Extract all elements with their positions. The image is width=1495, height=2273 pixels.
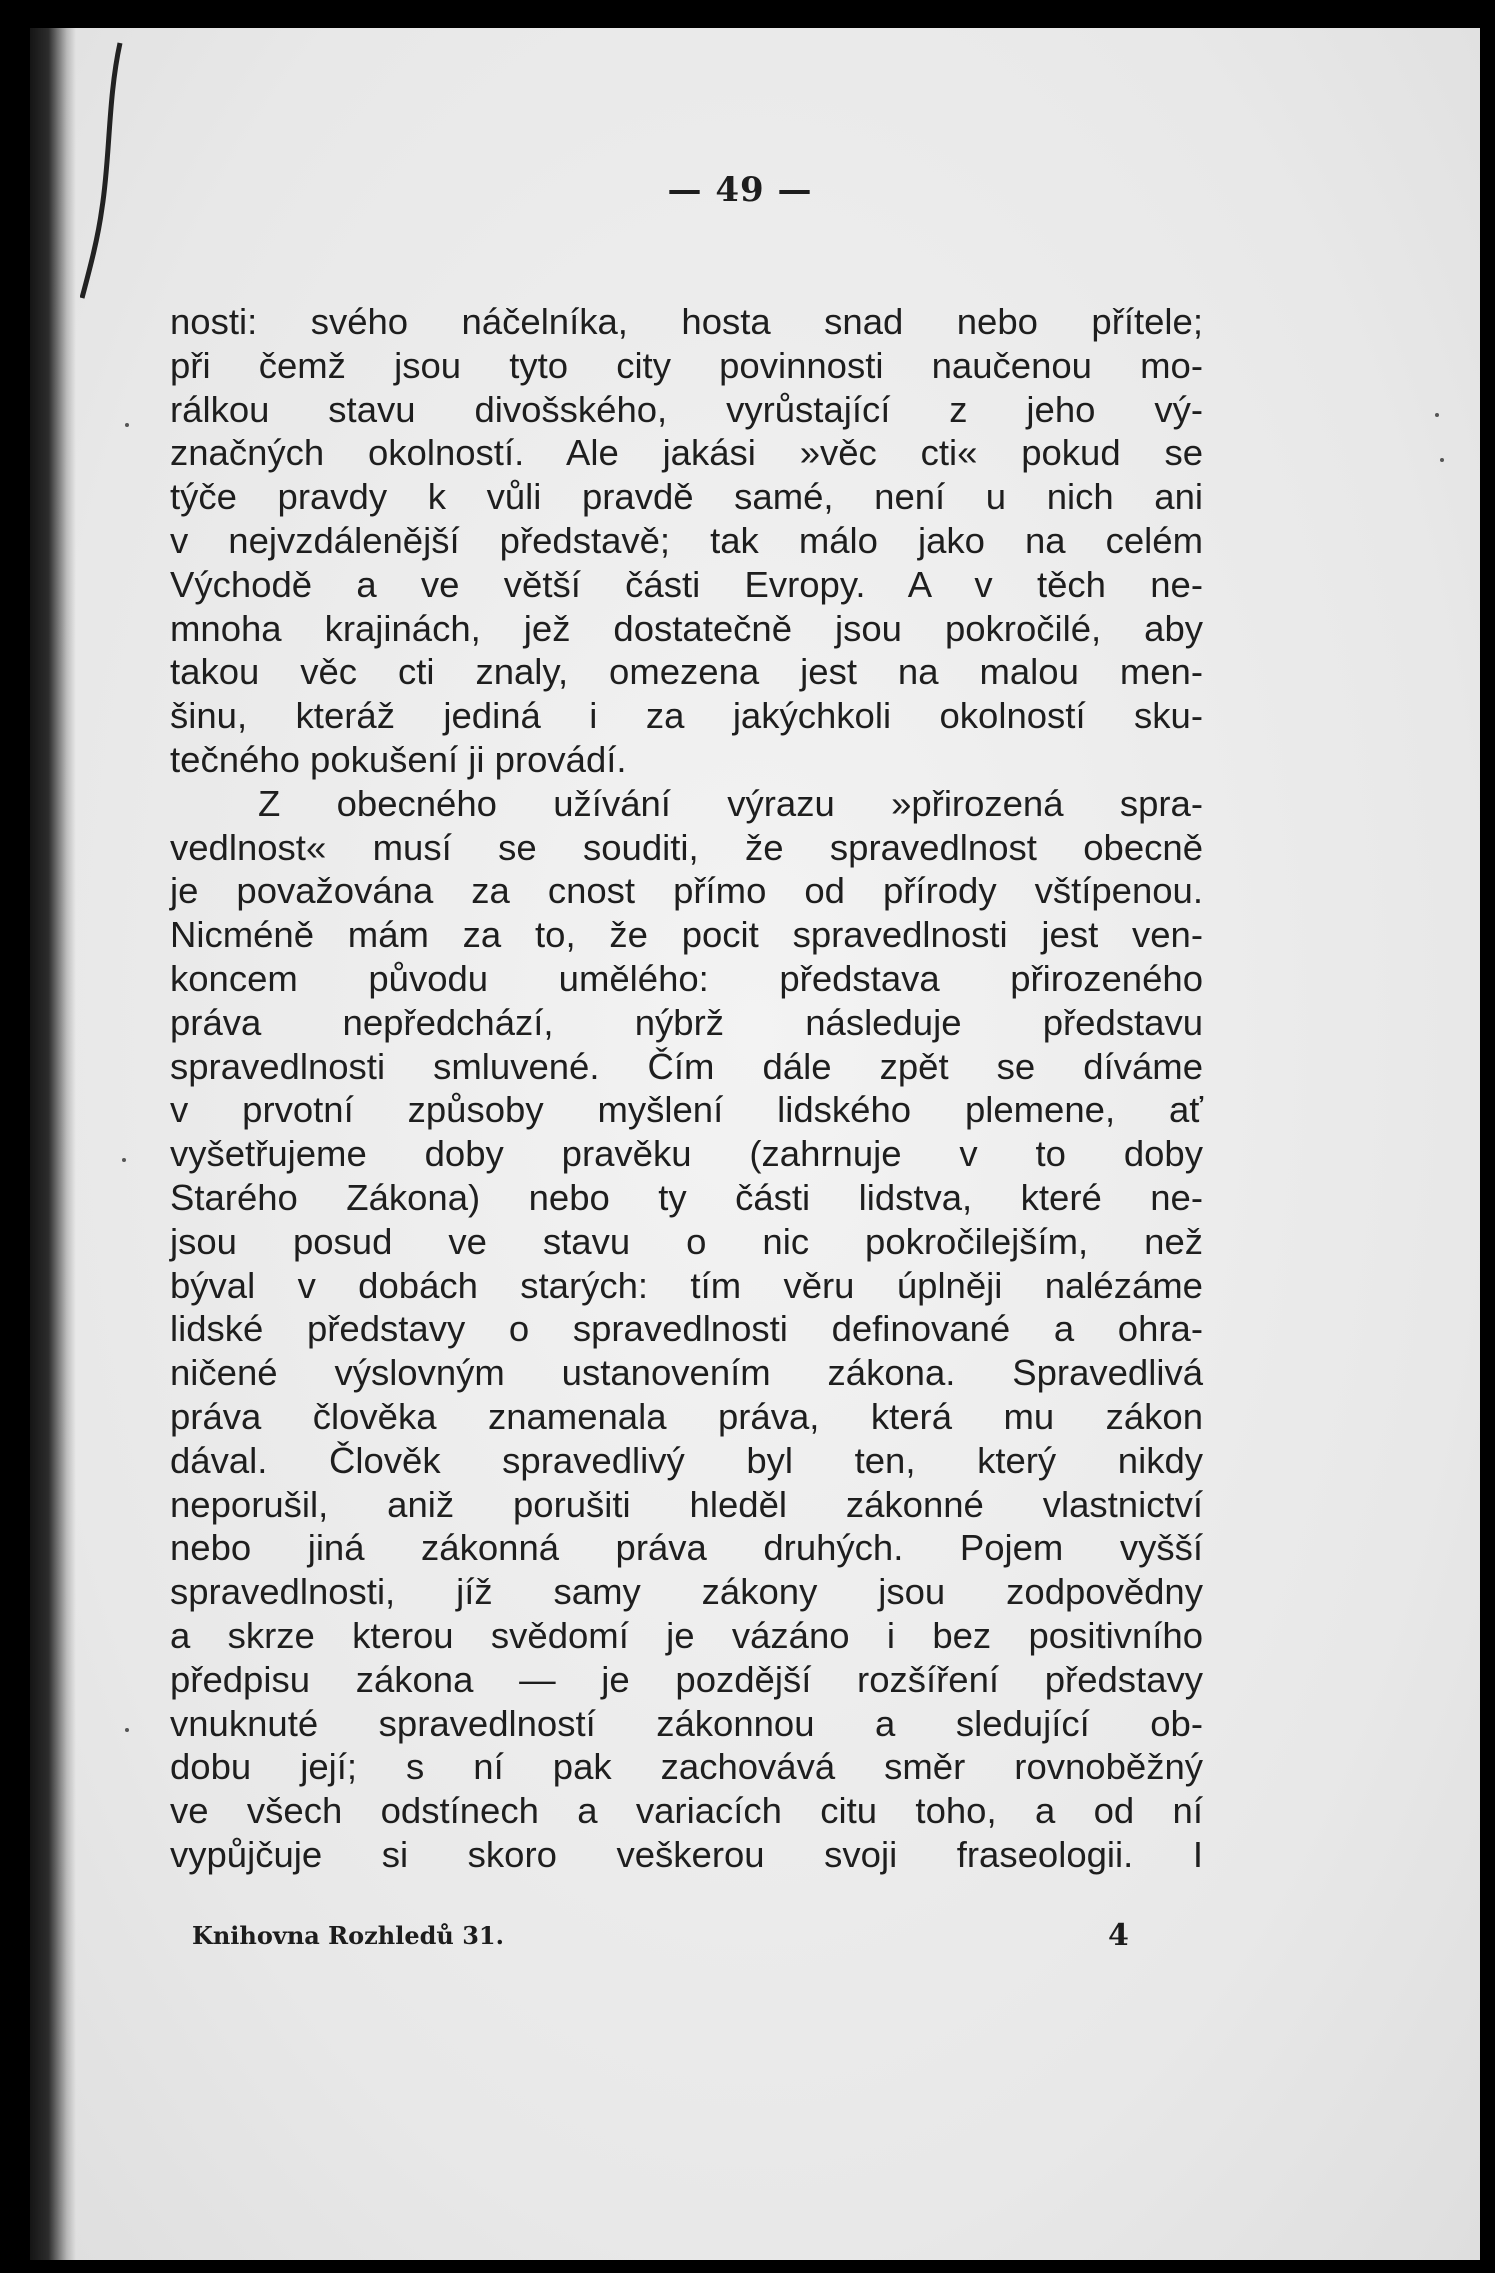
paper-speck (122, 1158, 126, 1162)
paragraph-2 (170, 782, 1203, 1877)
text-line: jsou posud ve stavu o nic pokročilejším, než (170, 1220, 1203, 1262)
text-line: ve všech odstínech a variacích citu toho, a od ní (170, 1790, 1203, 1832)
page-number: — 49 — (667, 170, 813, 210)
paper-speck (125, 423, 129, 427)
text-line: nebo jiná zákonná práva druhých. Pojem vyšší (170, 1527, 1203, 1569)
binding-mark (80, 38, 140, 318)
footer-sheet-number: 4 (1108, 1918, 1129, 1953)
text-line: vnuknuté spravedlností zákonnou a sledující ob- (170, 1702, 1203, 1744)
paper-speck (125, 1728, 129, 1732)
book-page (30, 28, 1480, 2260)
text-line: spravedlnosti smluvené. Čím dále zpět se díváme (170, 1045, 1203, 1087)
paper-speck (1440, 458, 1444, 462)
footer-signature: Knihovna Rozhledů 31. (192, 1921, 504, 1950)
text-line: neporušil, aniž porušiti hleděl zákonné vlastnictví (170, 1483, 1203, 1525)
text-line: býval v dobách starých: tím věru úplněji nalézáme (170, 1264, 1203, 1306)
text-line: Starého Zákona) nebo ty části lidstva, které ne- (170, 1176, 1203, 1218)
text-line: šinu, kteráž jediná i za jakýchkoli okolností sku- (170, 695, 1203, 737)
text-line: dobu její; s ní pak zachovává směr rovnoběžný (170, 1746, 1203, 1788)
text-line: týče pravdy k vůli pravdě samé, není u nich ani (170, 476, 1203, 518)
text-line: v nejvzdálenější představě; tak málo jako na celém (170, 519, 1203, 561)
text-line: při čemž jsou tyto city povinnosti naučenou mo- (170, 344, 1203, 386)
text-line: tečného pokušení ji provádí. (170, 738, 627, 780)
text-line: vyšetřujeme doby pravěku (zahrnuje v to doby (170, 1133, 1203, 1175)
text-line: dával. Člověk spravedlivý byl ten, který nikdy (170, 1439, 1203, 1481)
paper-speck (1435, 413, 1439, 417)
text-line: značných okolností. Ale jakási »věc cti« pokud se (170, 432, 1203, 474)
text-line: a skrze kterou svědomí je vázáno i bez positivního (170, 1614, 1203, 1656)
text-line: práva nepředchází, nýbrž následuje představu (170, 1001, 1203, 1043)
text-line: v prvotní způsoby myšlení lidského plemene, ať (170, 1089, 1203, 1131)
text-line: spravedlnosti, jíž samy zákony jsou zodpovědny (170, 1571, 1203, 1613)
text-line: Nicméně mám za to, že pocit spravedlnosti jest ven- (170, 914, 1203, 956)
body-text (170, 300, 1203, 1877)
text-line: lidské představy o spravedlnosti definované a ohra- (170, 1308, 1203, 1350)
text-line: je považována za cnost přímo od přírody vštípenou. (170, 870, 1203, 912)
text-line: práva člověka znamenala práva, která mu zákon (170, 1395, 1203, 1437)
text-line: ničené výslovným ustanovením zákona. Spravedlivá (170, 1352, 1203, 1394)
text-line: koncem původu umělého: představa přirozeného (170, 957, 1203, 999)
text-line: vypůjčuje si skoro veškerou svoji fraseologii. I (170, 1833, 1203, 1875)
text-line: vedlnost« musí se souditi, že spravedlnost obecně (170, 826, 1203, 868)
binding-shadow (30, 28, 76, 2260)
text-line: Východě a ve větší části Evropy. A v těch ne- (170, 563, 1203, 605)
text-line: Z obecného užívání výrazu »přirozená spra- (258, 782, 1203, 824)
text-line: předpisu zákona — je pozdější rozšíření představy (170, 1658, 1203, 1700)
text-line: takou věc cti znaly, omezena jest na malou men- (170, 651, 1203, 693)
text-line: nosti: svého náčelníka, hosta snad nebo přítele; (170, 301, 1203, 342)
text-line: rálkou stavu divošského, vyrůstající z jeho vý- (170, 388, 1203, 430)
text-line: mnoha krajinách, jež dostatečně jsou pokročilé, aby (170, 607, 1203, 649)
paragraph-1 (170, 300, 1203, 782)
